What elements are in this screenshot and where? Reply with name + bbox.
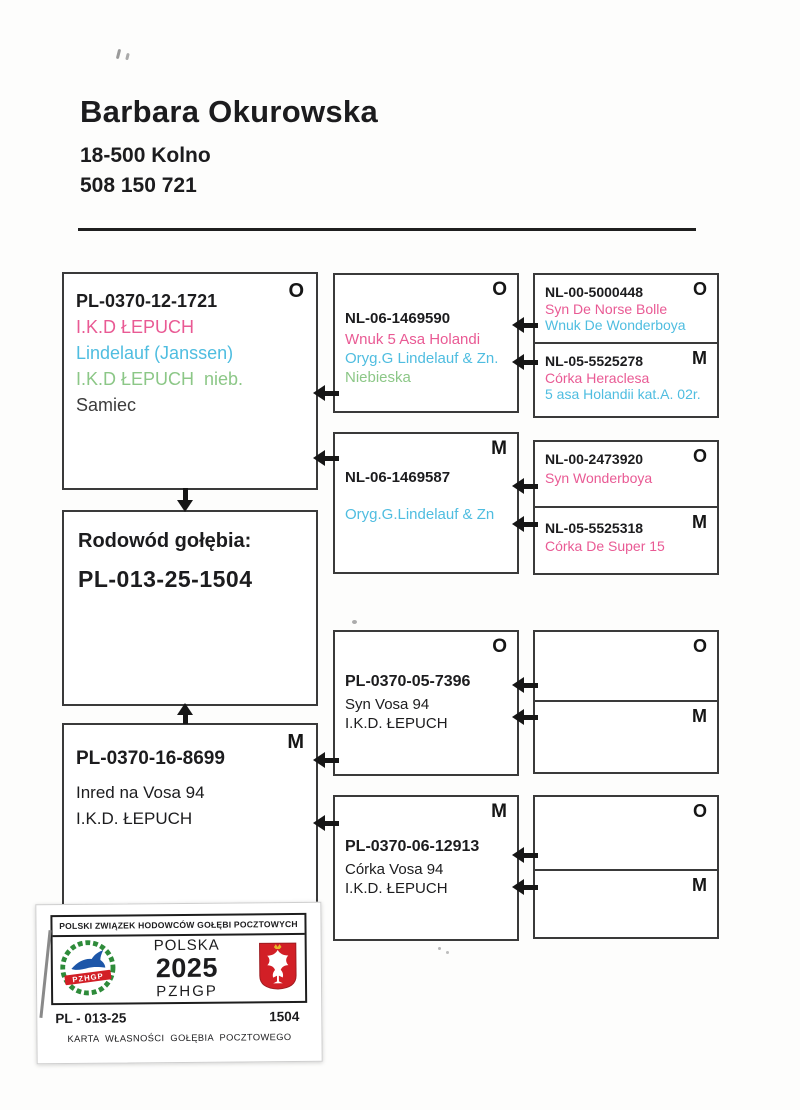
pedigree-box-ggp-mmm	[533, 869, 719, 939]
pedigree-box-father	[62, 272, 318, 490]
pedigree-line: I.K.D. ŁEPUCH	[345, 715, 448, 732]
sex-mark: M	[692, 512, 707, 532]
pedigree-box-subject	[62, 510, 318, 706]
pedigree-box-grandfather-ff	[333, 273, 519, 413]
ring-number: NL-06-1469590	[345, 310, 451, 327]
ownership-card	[35, 902, 322, 1064]
arrow-fff-to-ff	[512, 317, 538, 333]
header-rule	[78, 228, 696, 231]
pedigree-line: Inred na Vosa 94	[76, 783, 205, 802]
card-ring-series: PL - 013-25	[55, 1010, 127, 1027]
arrow-mother-to-subject	[177, 703, 194, 724]
pedigree-box-mother	[62, 723, 318, 915]
pedigree-box-ggp-fff	[533, 273, 719, 344]
pedigree-line: I.K.D ŁEPUCH	[76, 317, 195, 337]
card-year: 2025	[155, 953, 219, 984]
sex-mark: O	[692, 636, 707, 656]
card-ring-number: 1504	[269, 1008, 300, 1025]
subject-label: Rodowód gołębia:	[78, 530, 252, 552]
pedigree-line: I.K.D. ŁEPUCH	[345, 880, 448, 897]
pedigree-line: Syn Vosa 94	[345, 696, 430, 713]
pedigree-line: Córka Heraclesa	[545, 369, 650, 386]
white-eagle-icon	[257, 940, 299, 995]
sex-mark: O	[692, 279, 707, 299]
scan-artifact	[438, 947, 441, 950]
scan-artifact	[116, 49, 121, 59]
pedigree-line: Córka Vosa 94	[345, 861, 444, 878]
scan-artifact	[125, 53, 129, 60]
arrow-mmm-to-mm	[512, 879, 538, 895]
owner-phone: 508 150 721	[80, 174, 197, 197]
sex-mark: M	[287, 731, 304, 753]
pedigree-line: I.K.D. ŁEPUCH	[76, 809, 193, 828]
ring-number: PL-0370-16-8699	[76, 748, 225, 769]
pedigree-box-grandmother-fm	[333, 432, 519, 574]
scan-artifact	[352, 620, 357, 624]
arrow-mff-to-mf	[512, 677, 538, 693]
card-country: POLSKA	[153, 936, 220, 955]
owner-address: 18-500 Kolno	[80, 144, 211, 167]
arrow-ffm-to-ff	[512, 354, 538, 370]
pedigree-line: Córka De Super 15	[545, 537, 665, 554]
pedigree-box-ggp-mfm	[533, 700, 719, 774]
ring-number: PL-0370-12-1721	[76, 291, 218, 311]
pedigree-line: Oryg.G.Lindelauf & Zn	[345, 506, 495, 523]
card-organization: PZHGP	[156, 982, 218, 1000]
sex-mark: O	[492, 279, 507, 300]
emblem-text: PZHGP	[71, 970, 105, 984]
pedigree-line: Niebieska	[345, 369, 411, 386]
sex-mark: M	[692, 348, 707, 368]
sex-mark: M	[491, 801, 507, 822]
pedigree-line: Oryg.G Lindelauf & Zn.	[345, 350, 499, 367]
pedigree-box-ggp-mff	[533, 630, 719, 702]
subject-ring: PL-013-25-1504	[78, 566, 253, 592]
pedigree-box-grandfather-mf	[333, 630, 519, 776]
ring-number: PL-0370-05-7396	[345, 673, 471, 690]
card-frame	[50, 913, 307, 1005]
pedigree-line: Syn Wonderboya	[545, 469, 653, 486]
sex-mark: O	[492, 636, 507, 657]
sex-mark: M	[692, 875, 707, 895]
ring-number: NL-00-5000448	[545, 284, 644, 300]
ring-number: NL-06-1469587	[345, 469, 451, 486]
pedigree-line: I.K.D ŁEPUCH nieb.	[76, 369, 244, 389]
pedigree-box-grandmother-mm	[333, 795, 519, 941]
ring-number: PL-0370-06-12913	[345, 838, 480, 855]
arrow-ff-to-father	[313, 385, 339, 401]
sex-mark: O	[692, 801, 707, 821]
pedigree-line: Wnuk 5 Asa Holandi	[345, 331, 481, 348]
pedigree-line: Samiec	[76, 395, 137, 415]
card-caption: KARTA WŁASNOŚCI GOŁĘBIA POCZTOWEGO	[67, 1032, 292, 1044]
arrow-mmf-to-mm	[512, 847, 538, 863]
ring-number: NL-00-2473920	[545, 451, 644, 467]
pedigree-line: 5 asa Holandii kat.A. 02r.	[545, 386, 701, 402]
pedigree-box-ggp-ffm	[533, 342, 719, 418]
association-name: POLSKI ZWIĄZEK HODOWCÓW GOŁĘBI POCZTOWYCH	[52, 915, 304, 937]
arrow-fmm-to-fm	[512, 516, 538, 532]
ring-number: NL-05-5525278	[545, 353, 644, 369]
pedigree-line: Wnuk De Wonderboya	[545, 317, 686, 333]
arrow-fmf-to-fm	[512, 478, 538, 494]
arrow-mf-to-mother	[313, 752, 339, 768]
pedigree-box-ggp-fmm	[533, 506, 719, 575]
scan-artifact	[446, 951, 449, 954]
pzhgp-emblem-icon	[59, 938, 118, 1002]
arrow-father-to-subject	[177, 488, 194, 512]
arrow-fm-to-father	[313, 450, 339, 466]
sex-mark: M	[491, 438, 507, 459]
pedigree-box-ggp-mmf	[533, 795, 719, 871]
sex-mark: O	[692, 446, 707, 466]
sex-mark: M	[692, 706, 707, 726]
arrow-mfm-to-mf	[512, 709, 538, 725]
ring-number: NL-05-5525318	[545, 520, 644, 536]
sex-mark: O	[288, 280, 304, 302]
pedigree-line: Syn De Norse Bolle	[545, 300, 668, 317]
owner-name: Barbara Okurowska	[80, 94, 379, 129]
pedigree-box-ggp-fmf	[533, 440, 719, 508]
pedigree-line: Lindelauf (Janssen)	[76, 343, 234, 363]
arrow-mm-to-mother	[313, 815, 339, 831]
